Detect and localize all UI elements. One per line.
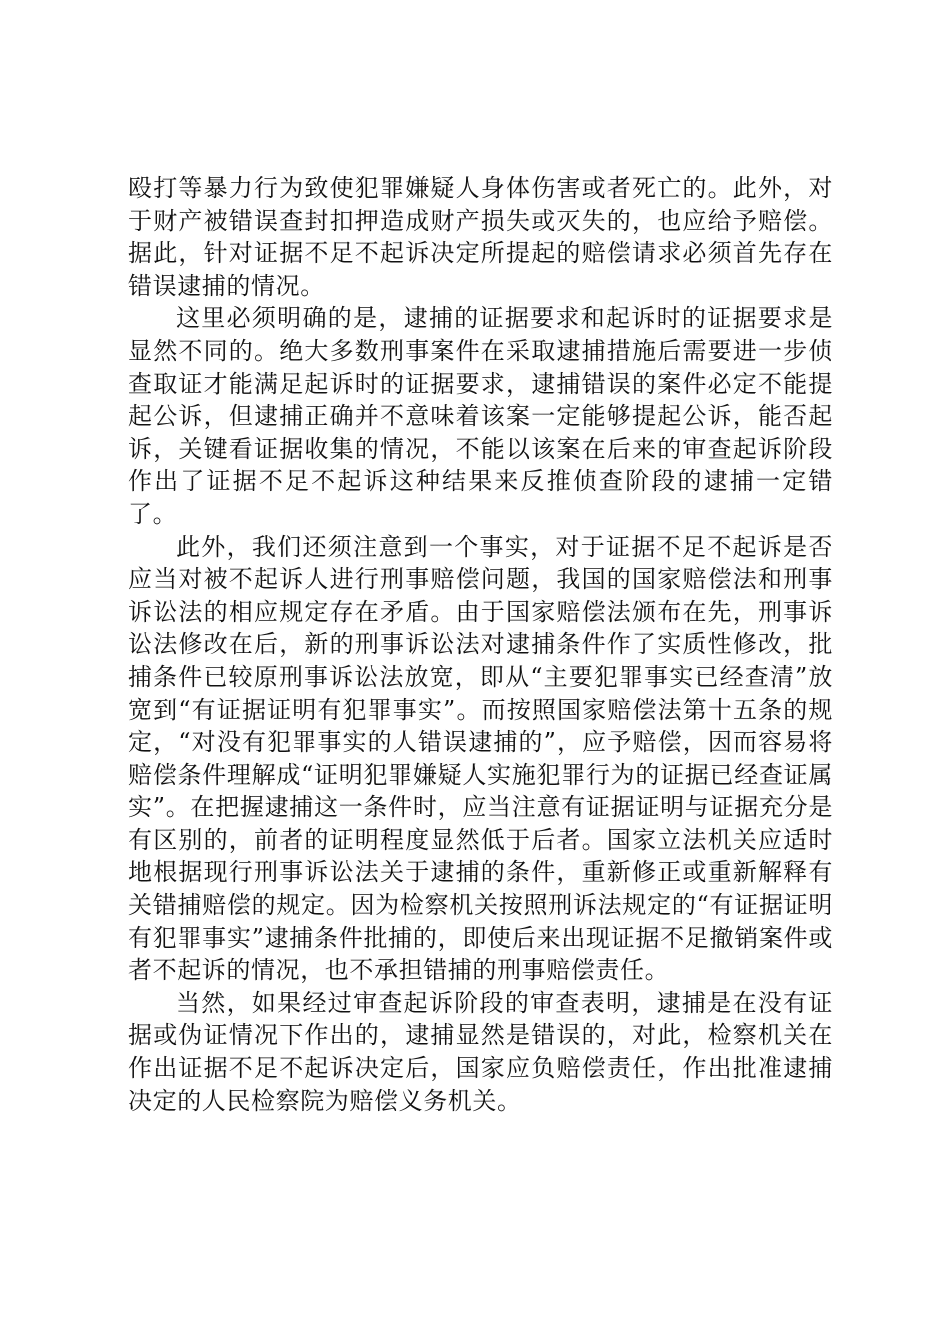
paragraph-4: 当然，如果经过审查起诉阶段的审查表明，逮捕是在没有证据或伪证情况下作出的，逮捕显然是错误的，对此，检察机关在作出证据不足不起诉决定后，国家应负赔偿责任，作出批准逮捕决定的人民检察院为赔偿义务机关。: [128, 988, 833, 1115]
document-body: [128, 172, 833, 1117]
paragraph-1: 殴打等暴力行为致使犯罪嫌疑人身体伤害或者死亡的。此外，对于财产被错误查封扣押造成财产损失或灭失的，也应给予赔偿。据此，针对证据不足不起诉决定所提起的赔偿请求必须首先存在错误逮捕的情况。: [128, 174, 833, 300]
paragraph-3: 此外，我们还须注意到一个事实，对于证据不足不起诉是否应当对被不起诉人进行刑事赔偿问题，我国的国家赔偿法和刑事诉讼法的相应规定存在矛盾。由于国家赔偿法颁布在先，刑事诉讼法修改在后，新的刑事诉讼法对逮捕条件作了实质性修改，批捕条件已较原刑事诉讼法放宽，即从“主要犯罪事实已经查清”放宽到“有证据证明有犯罪事实”。而按照国家赔偿法第十五条的规定，“对没有犯罪事实的人错误逮捕的”，应予赔偿，因而容易将赔偿条件理解成“证明犯罪嫌疑人实施犯罪行为的证据已经查证属实”。在把握逮捕这一条件时，应当注意有证据证明与证据充分是有区别的，前者的证明程度显然低于后者。国家立法机关应适时地根据现行刑事诉讼法关于逮捕的条件，重新修正或重新解释有关错捕赔偿的规定。因为检察机关按照刑诉法规定的“有证据证明有犯罪事实”逮捕条件批捕的，即使后来出现证据不足撤销案件或者不起诉的情况，也不承担错捕的刑事赔偿责任。: [128, 532, 833, 985]
paragraph-2: 这里必须明确的是，逮捕的证据要求和起诉时的证据要求是显然不同的。绝大多数刑事案件在采取逮捕措施后需要进一步侦查取证才能满足起诉时的证据要求，逮捕错误的案件必定不能提起公诉，但逮捕正确并不意味着该案一定能够提起公诉，能否起诉，关键看证据收集的情况，不能以该案在后来的审查起诉阶段作出了证据不足不起诉这种结果来反推侦查阶段的逮捕一定错了。: [128, 304, 833, 528]
